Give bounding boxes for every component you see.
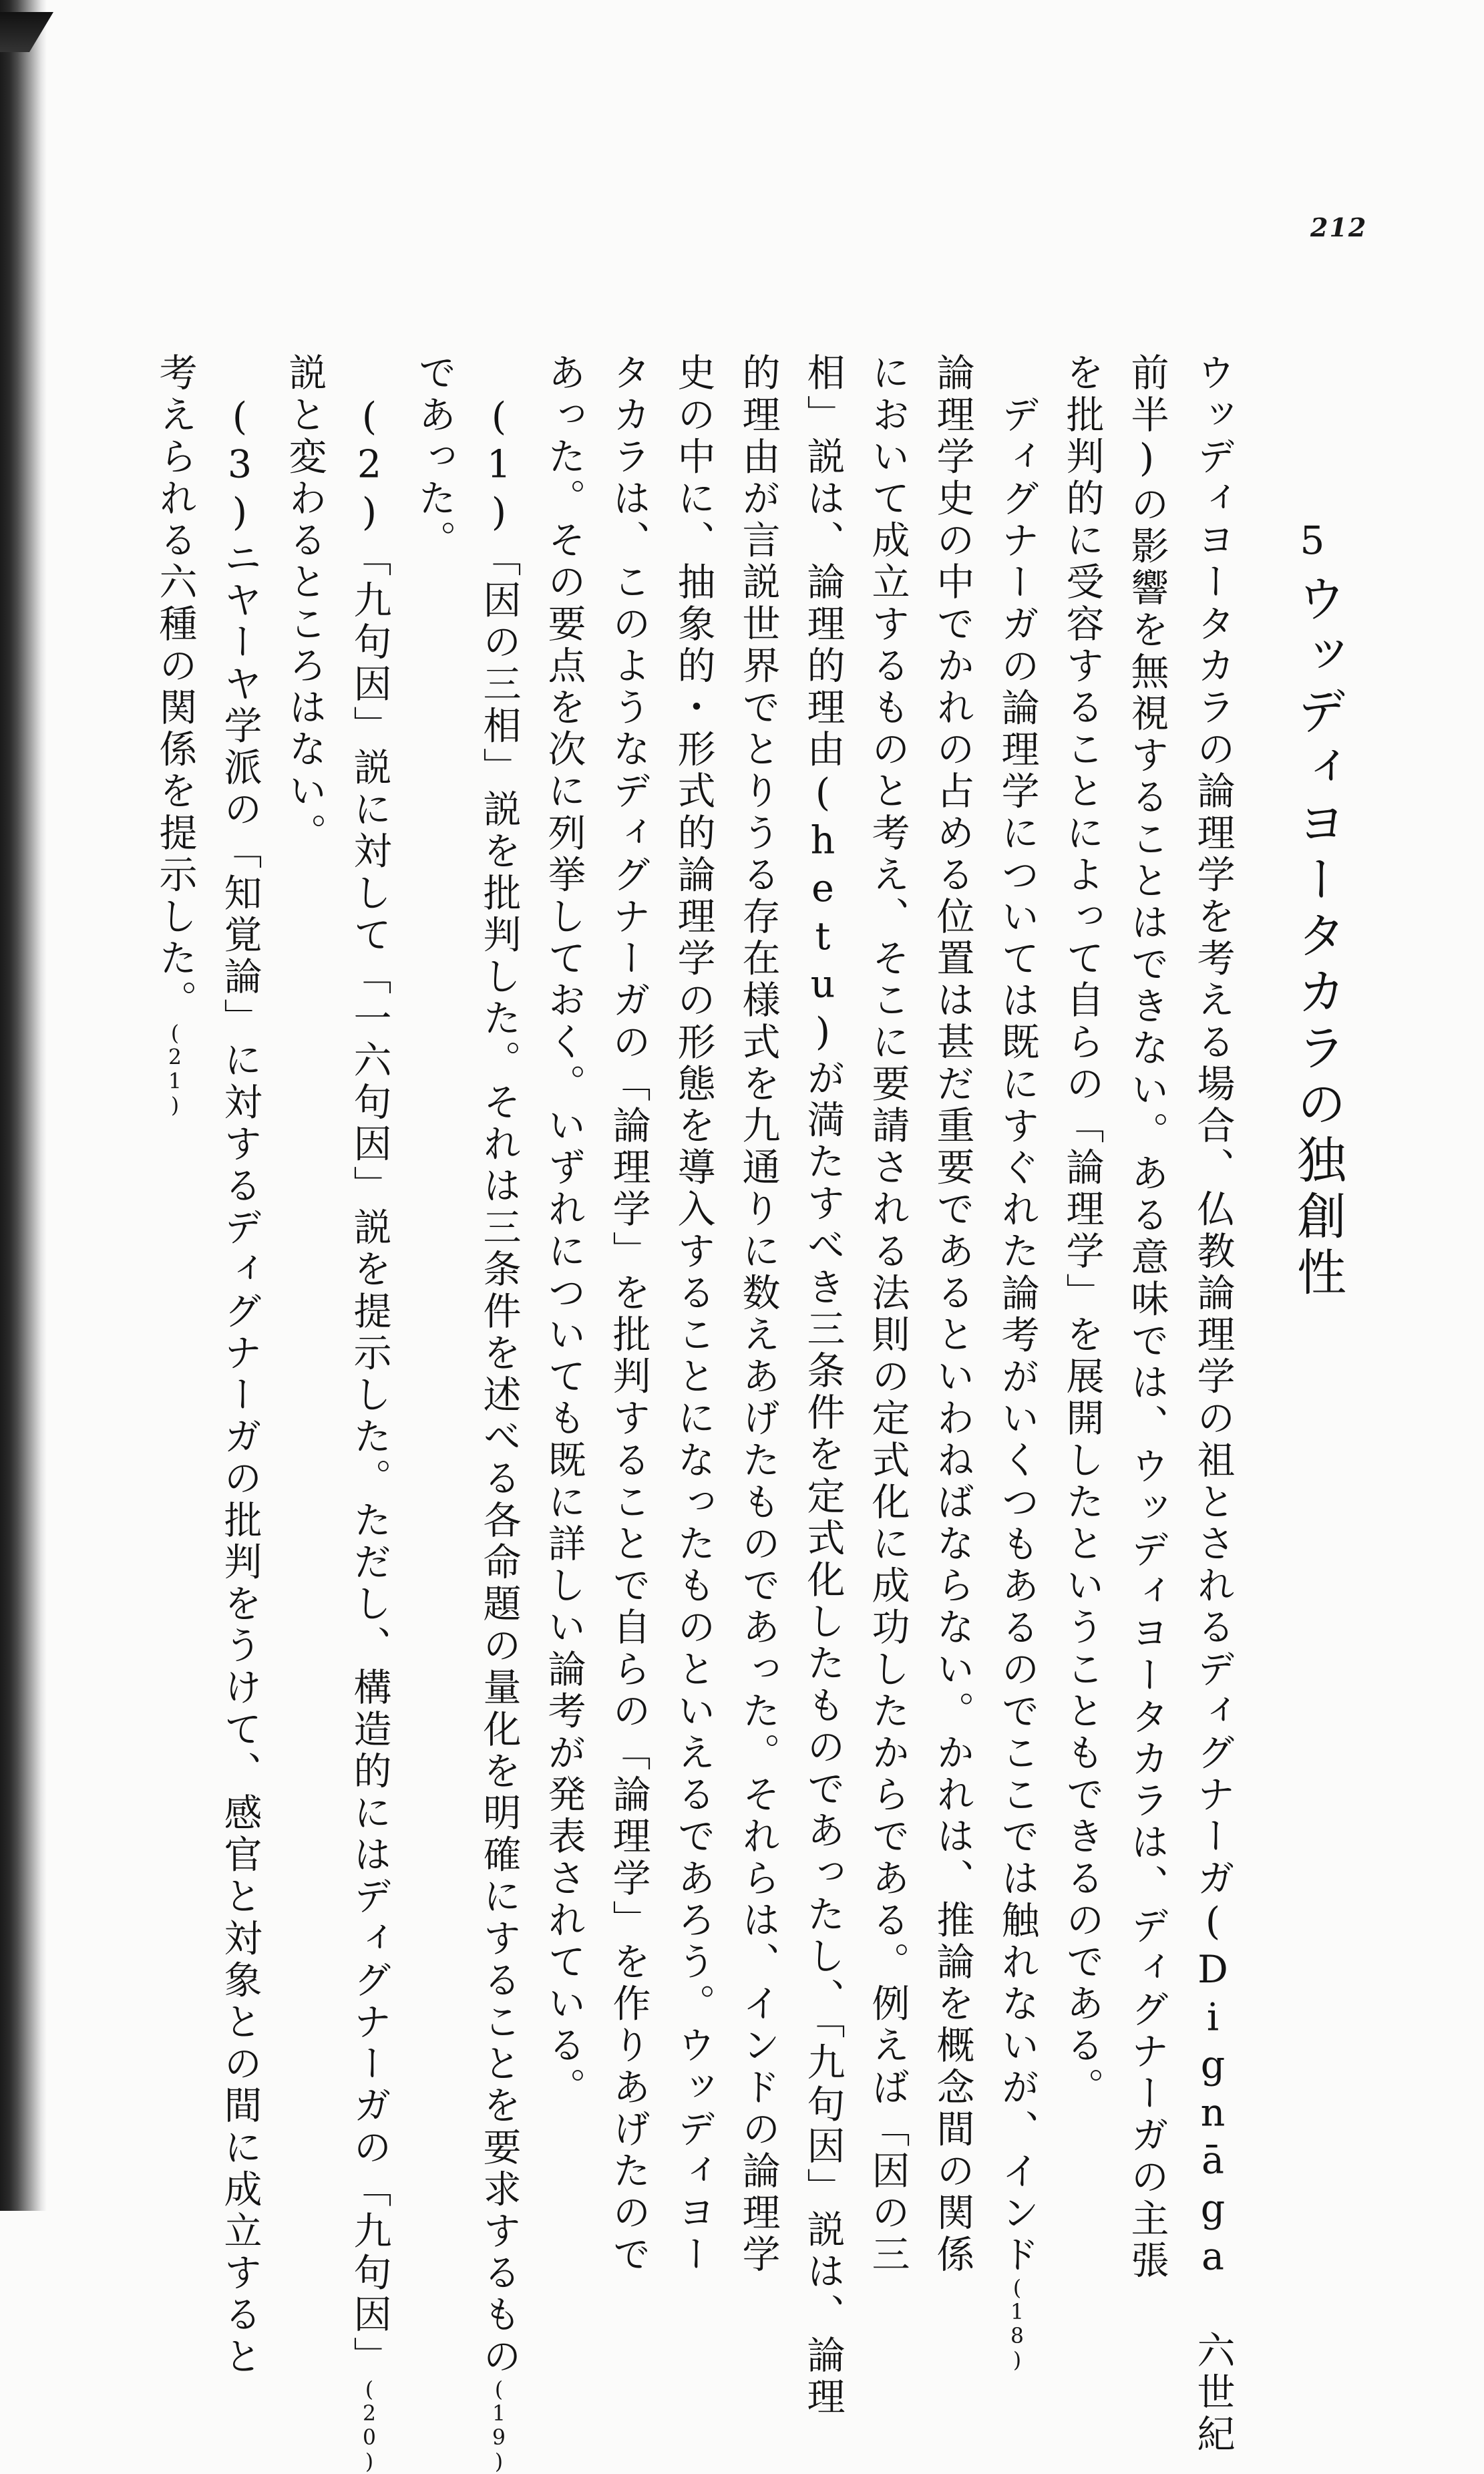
footnote-ref-20: (20) — [357, 2378, 381, 2474]
body-line-12 — [477, 395, 521, 2474]
footnote-ref-18: (18) — [1005, 2276, 1029, 2372]
body-line-6: において成立するものと考え、そこに要請される法則の定式化に成功したからである。例えば「因の三 — [866, 353, 910, 2276]
body-line-3: を批判的に受容することによって自らの「論理学」を展開したということもできるのである。 — [1060, 353, 1104, 2109]
body-line-13: であった。 — [412, 353, 456, 562]
body-line-15: 説と変わるところはない。 — [283, 353, 327, 855]
footnote-ref-19: (19) — [487, 2378, 511, 2474]
book-binding-shadow — [0, 0, 47, 2211]
body-line-9: 史の中に、抽象的・形式的論理学の形態を導入することになったものといえるであろう。ウッディヨー — [671, 353, 715, 2276]
body-line-2: 前半)の影響を無視することはできない。ある意味では、ウッディヨータカラは、ディグナーガの主張 — [1125, 353, 1169, 2282]
body-line-11: あった。その要点を次に列挙しておく。いずれについても既に詳しい論考が発表されている。 — [542, 353, 586, 2109]
body-line-4-text: ディグナーガの論理学については既にすぐれた論考がいくつもあるのでここでは触れないが、インド — [995, 395, 1039, 2276]
body-line-5: 論理学史の中でかれの占める位置は甚だ重要であるといわねばならない。かれは、推論を概念間の関係 — [930, 353, 974, 2276]
body-line-10: タカラは、このようなディグナーガの「論理学」を批判することで自らの「論理学」を作りあげたので — [606, 353, 651, 2276]
body-line-1: ウッディヨータカラの論理学を考える場合、仏教論理学の祖とされるディグナーガ(Dignāga 六世紀 — [1191, 353, 1235, 2456]
section-title: ウッディヨータカラの独創性 — [1289, 573, 1346, 1302]
body-line-14-text: (2)「九句因」説に対して「一六句因」説を提示した。ただし、構造的にはディグナーガの「九句因」 — [347, 395, 391, 2378]
body-line-8: 的理由が言説世界でとりうる存在様式を九通りに数えあげたものであった。それらは、インドの論理学 — [736, 353, 780, 2276]
section-number: 5 — [1290, 518, 1335, 563]
body-line-7: 相」説は、論理的理由(hetu)が満たすべき三条件を定式化したものであったし、「九句因」説は、論理 — [801, 353, 845, 2419]
body-line-14 — [347, 395, 391, 2474]
body-line-4 — [995, 395, 1039, 2372]
footnote-ref-21: (21) — [163, 1021, 187, 1118]
body-line-16: (3)ニヤーヤ学派の「知覚論」に対するディグナーガの批判をうけて、感官と対象との間に成立すると — [218, 395, 262, 2378]
page-number: 212 — [1310, 212, 1368, 242]
body-line-12-text: (1)「因の三相」説を批判した。それは三条件を述べる各命題の量化を明確にすることを要求するもの — [477, 395, 521, 2378]
body-line-17-text: 考えられる六種の関係を提示した。 — [153, 353, 197, 1022]
body-line-17 — [153, 353, 197, 1118]
